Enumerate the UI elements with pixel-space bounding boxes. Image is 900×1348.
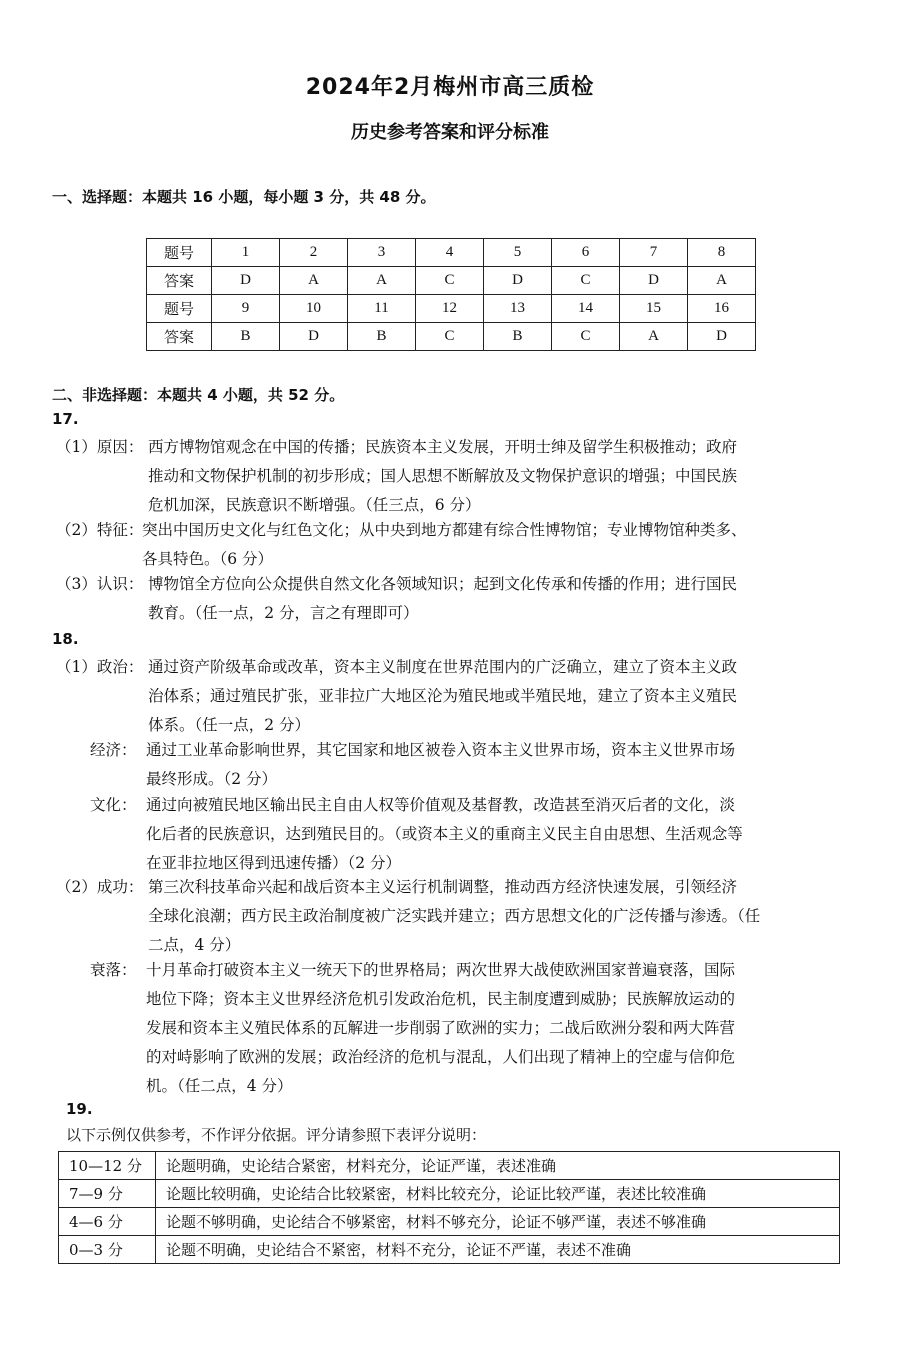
q18-decline-line5: 机。（任二点，4 分）: [146, 1077, 293, 1095]
answer-table-cell: B: [348, 323, 416, 351]
answer-table-cell: 10: [280, 295, 348, 323]
q18-culture-label: 文化：: [90, 796, 137, 814]
q18-part2-line1: 第三次科技革命兴起和战后资本主义运行机制调整，推动西方经济快速发展，引领经济: [148, 878, 738, 896]
scoring-table-row: [59, 1208, 840, 1236]
q18-part2-line2: 全球化浪潮；西方民主政治制度被广泛实践并建立；西方思想文化的广泛传播与渗透。（任: [148, 907, 761, 925]
answer-table-cell: C: [416, 267, 484, 295]
q18-part1-line1: 通过资产阶级革命或改革，资本主义制度在世界范围内的广泛确立，建立了资本主义政: [148, 658, 738, 676]
answer-table-cell: 1: [212, 239, 280, 267]
score-criteria-cell: 论题比较明确，史论结合比较紧密，材料比较充分，论证比较严谨，表述比较准确: [156, 1180, 840, 1208]
score-range-cell: 7—9 分: [59, 1180, 156, 1208]
q17-part2-line1: 突出中国历史文化与红色文化；从中央到地方都建有综合性博物馆；专业博物馆种类多、: [142, 521, 747, 539]
answer-table-cell: 11: [348, 295, 416, 323]
answer-table: [146, 238, 756, 351]
score-range-cell: 4—6 分: [59, 1208, 156, 1236]
answer-table-cell: 6: [552, 239, 620, 267]
answer-table-cell: 12: [416, 295, 484, 323]
answer-table-row-header: 答案: [147, 267, 212, 295]
answer-table-cell: 15: [620, 295, 688, 323]
score-criteria-cell: 论题明确，史论结合紧密，材料充分，论证严谨，表述准确: [156, 1152, 840, 1180]
q17-part1-line2: 推动和文物保护机制的初步形成；国人思想不断解放及文物保护意识的增强；中国民族: [148, 467, 738, 485]
answer-table-cell: 13: [484, 295, 552, 323]
answer-table-row-header: 题号: [147, 295, 212, 323]
q18-decline-line3: 发展和资本主义殖民体系的瓦解进一步削弱了欧洲的实力；二战后欧洲分裂和两大阵营: [146, 1019, 736, 1037]
answer-table-cell: A: [280, 267, 348, 295]
answer-table-cell: 2: [280, 239, 348, 267]
answer-table-row: [147, 239, 756, 267]
page-title: 2024年2月梅州市高三质检: [305, 75, 595, 100]
answer-table-cell: C: [552, 267, 620, 295]
q18-economy-label: 经济：: [90, 741, 137, 759]
q18-part1-line2: 治体系；通过殖民扩张，亚非拉广大地区沦为殖民地或半殖民地，建立了资本主义殖民: [148, 687, 738, 705]
q18-part2-line3: 二点，4 分）: [148, 936, 241, 954]
q18-part1-label: （1）政治：: [56, 658, 144, 676]
q17-part1-line3: 危机加深，民族意识不断增强。（任三点，6 分）: [148, 496, 481, 514]
q18-culture-line1: 通过向被殖民地区输出民主自由人权等价值观及基督教，改造甚至消灭后者的文化，淡: [146, 796, 736, 814]
q17-part1-line1: 西方博物馆观念在中国的传播；民族资本主义发展，开明士绅及留学生积极推动；政府: [148, 438, 738, 456]
scoring-table-row: [59, 1152, 840, 1180]
answer-table-row: [147, 267, 756, 295]
answer-table-cell: A: [688, 267, 756, 295]
answer-table-row: [147, 295, 756, 323]
score-criteria-cell: 论题不够明确，史论结合不够紧密，材料不够充分，论证不够严谨，表述不够准确: [156, 1208, 840, 1236]
answer-table-cell: 16: [688, 295, 756, 323]
score-range-cell: 10—12 分: [59, 1152, 156, 1180]
q19-intro: 以下示例仅供参考，不作评分依据。评分请参照下表评分说明：: [66, 1126, 487, 1144]
q17-part1-label: （1）原因：: [56, 438, 144, 456]
score-criteria-cell: 论题不明确，史论结合不紧密，材料不充分，论证不严谨，表述不准确: [156, 1236, 840, 1264]
q17-part2-line2: 各具特色。（6 分）: [142, 550, 274, 568]
page-subtitle: 历史参考答案和评分标准: [351, 122, 549, 143]
answer-table-cell: C: [552, 323, 620, 351]
answer-table-cell: 4: [416, 239, 484, 267]
q17-number: 17.: [52, 410, 79, 428]
q18-decline-line2: 地位下降；资本主义世界经济危机引发政治危机，民主制度遭到威胁；民族解放运动的: [146, 990, 736, 1008]
q17-part3-label: （3）认识：: [56, 575, 144, 593]
answer-table-cell: A: [348, 267, 416, 295]
q18-decline-line4: 的对峙影响了欧洲的发展；政治经济的危机与混乱，人们出现了精神上的空虚与信仰危: [146, 1048, 736, 1066]
q18-culture-line3: 在亚非拉地区得到迅速传播）（2 分）: [146, 854, 402, 872]
q18-part1-line3: 体系。（任一点，2 分）: [148, 716, 311, 734]
q18-culture-line2: 化后者的民族意识，达到殖民目的。（或资本主义的重商主义民主自由思想、生活观念等: [146, 825, 743, 843]
answer-table-row-header: 答案: [147, 323, 212, 351]
q18-economy-line1: 通过工业革命影响世界，其它国家和地区被卷入资本主义世界市场，资本主义世界市场: [146, 741, 736, 759]
answer-table-row-header: 题号: [147, 239, 212, 267]
answer-table-cell: D: [484, 267, 552, 295]
answer-table-cell: 14: [552, 295, 620, 323]
section1-heading: 一、选择题：本题共 16 小题，每小题 3 分，共 48 分。: [52, 188, 436, 206]
answer-table-cell: C: [416, 323, 484, 351]
answer-table-cell: A: [620, 323, 688, 351]
answer-table-cell: D: [280, 323, 348, 351]
answer-table-cell: D: [688, 323, 756, 351]
answer-table-cell: B: [212, 323, 280, 351]
answer-table-row: [147, 323, 756, 351]
q18-economy-line2: 最终形成。（2 分）: [146, 770, 278, 788]
answer-table-cell: D: [212, 267, 280, 295]
answer-table-cell: 7: [620, 239, 688, 267]
q18-part2-label: （2）成功：: [56, 878, 144, 896]
answer-table-cell: 8: [688, 239, 756, 267]
q18-number: 18.: [52, 630, 79, 648]
q18-decline-line1: 十月革命打破资本主义一统天下的世界格局；两次世界大战使欧洲国家普遍衰落，国际: [146, 961, 736, 979]
answer-table-cell: D: [620, 267, 688, 295]
answer-table-cell: 9: [212, 295, 280, 323]
q17-part3-line2: 教育。（任一点，2 分，言之有理即可）: [148, 604, 419, 622]
section2-heading: 二、非选择题：本题共 4 小题，共 52 分。: [52, 386, 345, 404]
scoring-table-row: [59, 1236, 840, 1264]
q18-decline-label: 衰落：: [90, 961, 137, 979]
q17-part2-label: （2）特征：: [56, 521, 144, 539]
answer-table-cell: 3: [348, 239, 416, 267]
answer-table-cell: B: [484, 323, 552, 351]
q19-number: 19.: [66, 1100, 93, 1118]
score-range-cell: 0—3 分: [59, 1236, 156, 1264]
q17-part3-line1: 博物馆全方位向公众提供自然文化各领域知识；起到文化传承和传播的作用；进行国民: [148, 575, 738, 593]
scoring-table-row: [59, 1180, 840, 1208]
scoring-table: [58, 1151, 840, 1264]
answer-table-cell: 5: [484, 239, 552, 267]
